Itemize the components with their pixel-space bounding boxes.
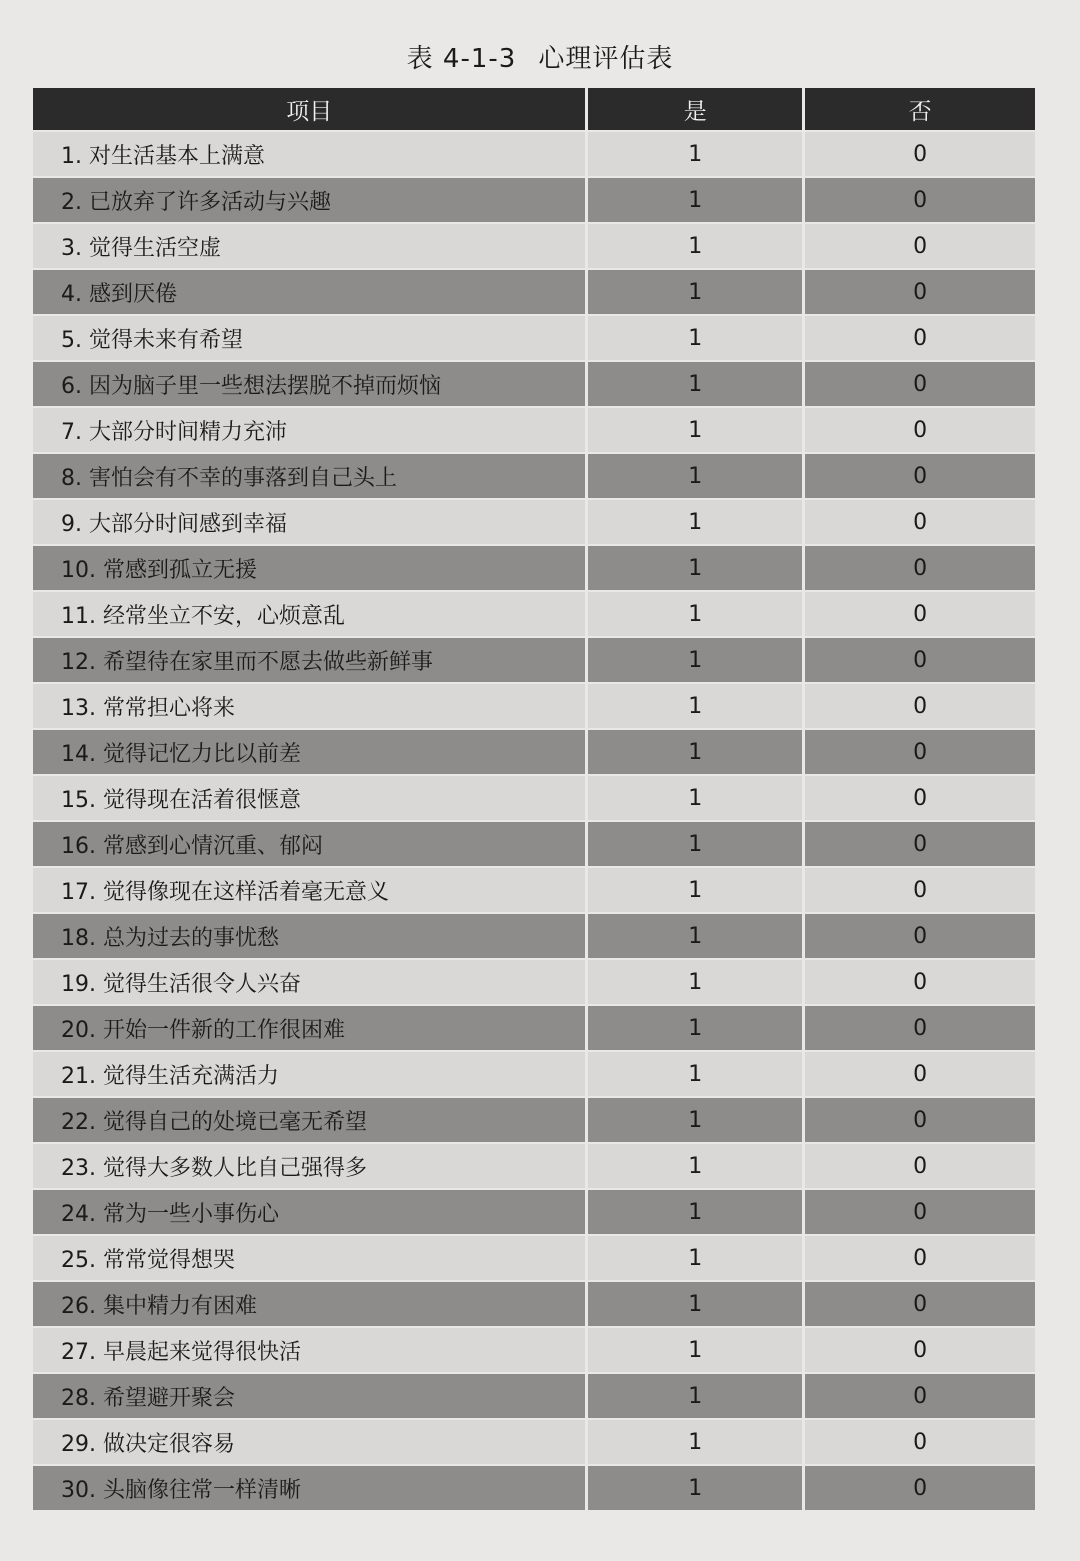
table-row xyxy=(33,454,1035,498)
table-row xyxy=(33,224,1035,268)
table-row xyxy=(33,1052,1035,1096)
table-row xyxy=(33,1190,1035,1234)
yes-cell: 1 xyxy=(588,868,802,912)
no-cell: 0 xyxy=(805,1328,1035,1372)
item-cell: 15. 觉得现在活着很惬意 xyxy=(33,776,585,820)
item-cell: 11. 经常坐立不安，心烦意乱 xyxy=(33,592,585,636)
yes-cell: 1 xyxy=(588,1420,802,1464)
header-no: 否 xyxy=(805,88,1035,130)
table-row xyxy=(33,1236,1035,1280)
item-cell: 9. 大部分时间感到幸福 xyxy=(33,500,585,544)
yes-cell: 1 xyxy=(588,684,802,728)
table-title: 心理评估表 xyxy=(538,44,674,74)
item-cell: 28. 希望避开聚会 xyxy=(33,1374,585,1418)
no-cell: 0 xyxy=(805,914,1035,958)
item-cell: 16. 常感到心情沉重、郁闷 xyxy=(33,822,585,866)
no-cell: 0 xyxy=(805,316,1035,360)
item-cell: 3. 觉得生活空虚 xyxy=(33,224,585,268)
no-cell: 0 xyxy=(805,1098,1035,1142)
no-cell: 0 xyxy=(805,638,1035,682)
item-cell: 7. 大部分时间精力充沛 xyxy=(33,408,585,452)
yes-cell: 1 xyxy=(588,776,802,820)
no-cell: 0 xyxy=(805,1144,1035,1188)
no-cell: 0 xyxy=(805,270,1035,314)
yes-cell: 1 xyxy=(588,316,802,360)
yes-cell: 1 xyxy=(588,454,802,498)
header-item: 项目 xyxy=(33,88,585,130)
yes-cell: 1 xyxy=(588,270,802,314)
yes-cell: 1 xyxy=(588,730,802,774)
yes-cell: 1 xyxy=(588,1328,802,1372)
item-cell: 17. 觉得像现在这样活着毫无意义 xyxy=(33,868,585,912)
yes-cell: 1 xyxy=(588,1052,802,1096)
table-number: 表 4-1-3 xyxy=(406,44,517,74)
table-row xyxy=(33,1420,1035,1464)
item-cell: 24. 常为一些小事伤心 xyxy=(33,1190,585,1234)
item-cell: 8. 害怕会有不幸的事落到自己头上 xyxy=(33,454,585,498)
no-cell: 0 xyxy=(805,1466,1035,1510)
table-row xyxy=(33,1006,1035,1050)
item-cell: 1. 对生活基本上满意 xyxy=(33,132,585,176)
table-row xyxy=(33,776,1035,820)
table-row xyxy=(33,546,1035,590)
item-cell: 20. 开始一件新的工作很困难 xyxy=(33,1006,585,1050)
yes-cell: 1 xyxy=(588,224,802,268)
no-cell: 0 xyxy=(805,362,1035,406)
no-cell: 0 xyxy=(805,1006,1035,1050)
item-cell: 21. 觉得生活充满活力 xyxy=(33,1052,585,1096)
table-row xyxy=(33,868,1035,912)
item-cell: 27. 早晨起来觉得很快活 xyxy=(33,1328,585,1372)
no-cell: 0 xyxy=(805,776,1035,820)
yes-cell: 1 xyxy=(588,1144,802,1188)
item-cell: 10. 常感到孤立无援 xyxy=(33,546,585,590)
yes-cell: 1 xyxy=(588,500,802,544)
item-cell: 25. 常常觉得想哭 xyxy=(33,1236,585,1280)
item-cell: 23. 觉得大多数人比自己强得多 xyxy=(33,1144,585,1188)
table-row xyxy=(33,132,1035,176)
item-cell: 6. 因为脑子里一些想法摆脱不掉而烦恼 xyxy=(33,362,585,406)
no-cell: 0 xyxy=(805,684,1035,728)
no-cell: 0 xyxy=(805,132,1035,176)
no-cell: 0 xyxy=(805,1420,1035,1464)
no-cell: 0 xyxy=(805,454,1035,498)
header-yes: 是 xyxy=(588,88,802,130)
table-row xyxy=(33,178,1035,222)
no-cell: 0 xyxy=(805,408,1035,452)
no-cell: 0 xyxy=(805,1052,1035,1096)
table-row xyxy=(33,500,1035,544)
no-cell: 0 xyxy=(805,1190,1035,1234)
table-row xyxy=(33,316,1035,360)
yes-cell: 1 xyxy=(588,546,802,590)
yes-cell: 1 xyxy=(588,1374,802,1418)
no-cell: 0 xyxy=(805,1282,1035,1326)
yes-cell: 1 xyxy=(588,1006,802,1050)
no-cell: 0 xyxy=(805,868,1035,912)
table-row xyxy=(33,270,1035,314)
yes-cell: 1 xyxy=(588,132,802,176)
table-row xyxy=(33,1144,1035,1188)
table-caption xyxy=(0,38,1080,75)
item-cell: 2. 已放弃了许多活动与兴趣 xyxy=(33,178,585,222)
no-cell: 0 xyxy=(805,730,1035,774)
no-cell: 0 xyxy=(805,500,1035,544)
item-cell: 4. 感到厌倦 xyxy=(33,270,585,314)
header-row xyxy=(33,88,1035,130)
item-cell: 30. 头脑像往常一样清晰 xyxy=(33,1466,585,1510)
table-row xyxy=(33,1282,1035,1326)
no-cell: 0 xyxy=(805,1236,1035,1280)
table-row xyxy=(33,914,1035,958)
yes-cell: 1 xyxy=(588,1098,802,1142)
yes-cell: 1 xyxy=(588,914,802,958)
table-row xyxy=(33,1328,1035,1372)
table-row xyxy=(33,730,1035,774)
item-cell: 26. 集中精力有困难 xyxy=(33,1282,585,1326)
item-cell: 12. 希望待在家里而不愿去做些新鲜事 xyxy=(33,638,585,682)
table-row xyxy=(33,362,1035,406)
yes-cell: 1 xyxy=(588,408,802,452)
table-row xyxy=(33,960,1035,1004)
no-cell: 0 xyxy=(805,546,1035,590)
yes-cell: 1 xyxy=(588,960,802,1004)
item-cell: 22. 觉得自己的处境已毫无希望 xyxy=(33,1098,585,1142)
assessment-table xyxy=(30,86,1038,1512)
yes-cell: 1 xyxy=(588,638,802,682)
table-row xyxy=(33,1098,1035,1142)
table-row xyxy=(33,408,1035,452)
item-cell: 19. 觉得生活很令人兴奋 xyxy=(33,960,585,1004)
no-cell: 0 xyxy=(805,178,1035,222)
no-cell: 0 xyxy=(805,224,1035,268)
table-row xyxy=(33,592,1035,636)
table-row xyxy=(33,638,1035,682)
no-cell: 0 xyxy=(805,592,1035,636)
yes-cell: 1 xyxy=(588,1282,802,1326)
item-cell: 14. 觉得记忆力比以前差 xyxy=(33,730,585,774)
table-body xyxy=(33,132,1035,1510)
yes-cell: 1 xyxy=(588,1466,802,1510)
no-cell: 0 xyxy=(805,822,1035,866)
yes-cell: 1 xyxy=(588,592,802,636)
table-row xyxy=(33,1374,1035,1418)
no-cell: 0 xyxy=(805,1374,1035,1418)
item-cell: 13. 常常担心将来 xyxy=(33,684,585,728)
item-cell: 29. 做决定很容易 xyxy=(33,1420,585,1464)
item-cell: 5. 觉得未来有希望 xyxy=(33,316,585,360)
table-row xyxy=(33,822,1035,866)
item-cell: 18. 总为过去的事忧愁 xyxy=(33,914,585,958)
yes-cell: 1 xyxy=(588,1190,802,1234)
yes-cell: 1 xyxy=(588,1236,802,1280)
table-row xyxy=(33,684,1035,728)
yes-cell: 1 xyxy=(588,362,802,406)
no-cell: 0 xyxy=(805,960,1035,1004)
table-row xyxy=(33,1466,1035,1510)
yes-cell: 1 xyxy=(588,178,802,222)
yes-cell: 1 xyxy=(588,822,802,866)
